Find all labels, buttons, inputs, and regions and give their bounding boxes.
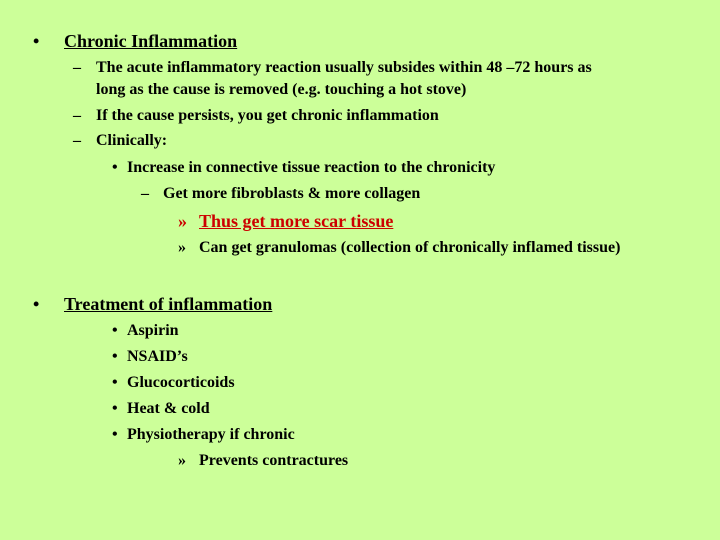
bullet-marker: •: [112, 322, 118, 339]
dash-marker: –: [73, 107, 81, 124]
bullet-marker: •: [112, 348, 118, 365]
chevron-marker: »: [178, 211, 187, 231]
highlighted-list-item: Thus get more scar tissue: [199, 211, 394, 231]
heading-bullet: •: [33, 294, 40, 314]
bullet-marker: •: [112, 400, 118, 417]
bullet-marker: •: [112, 426, 118, 443]
list-item-text: Aspirin: [127, 322, 179, 339]
list-item-text: Get more fibroblasts & more collagen: [163, 185, 421, 202]
list-item-text: Prevents contractures: [199, 452, 349, 469]
bullet-marker: •: [112, 159, 118, 176]
dash-marker: –: [73, 59, 81, 76]
list-item-text-continued: long as the cause is removed (e.g. touching a hot stove): [96, 81, 467, 98]
bullet-marker: •: [112, 374, 118, 391]
list-item-text: Can get granulomas (collection of chronically inflamed tissue): [199, 239, 621, 256]
chevron-marker: »: [178, 239, 186, 256]
list-item-text: NSAID’s: [127, 348, 188, 365]
list-item-text: Physiotherapy if chronic: [127, 426, 295, 443]
list-item-text: Glucocorticoids: [127, 374, 235, 391]
dash-marker: –: [141, 185, 149, 202]
list-item-text: Increase in connective tissue reaction to the chronicity: [127, 159, 496, 176]
list-item-text: Heat & cold: [127, 400, 210, 417]
list-item-text: The acute inflammatory reaction usually subsides within 48 –72 hours as: [96, 59, 592, 76]
list-item-text: If the cause persists, you get chronic inflammation: [96, 107, 439, 124]
chevron-marker: »: [178, 452, 186, 469]
section-heading-chronic-inflammation: Chronic Inflammation: [64, 31, 238, 51]
section-heading-treatment: Treatment of inflammation: [64, 294, 273, 314]
list-item-text: Clinically:: [96, 132, 168, 149]
dash-marker: –: [73, 132, 81, 149]
heading-bullet: •: [33, 31, 40, 51]
